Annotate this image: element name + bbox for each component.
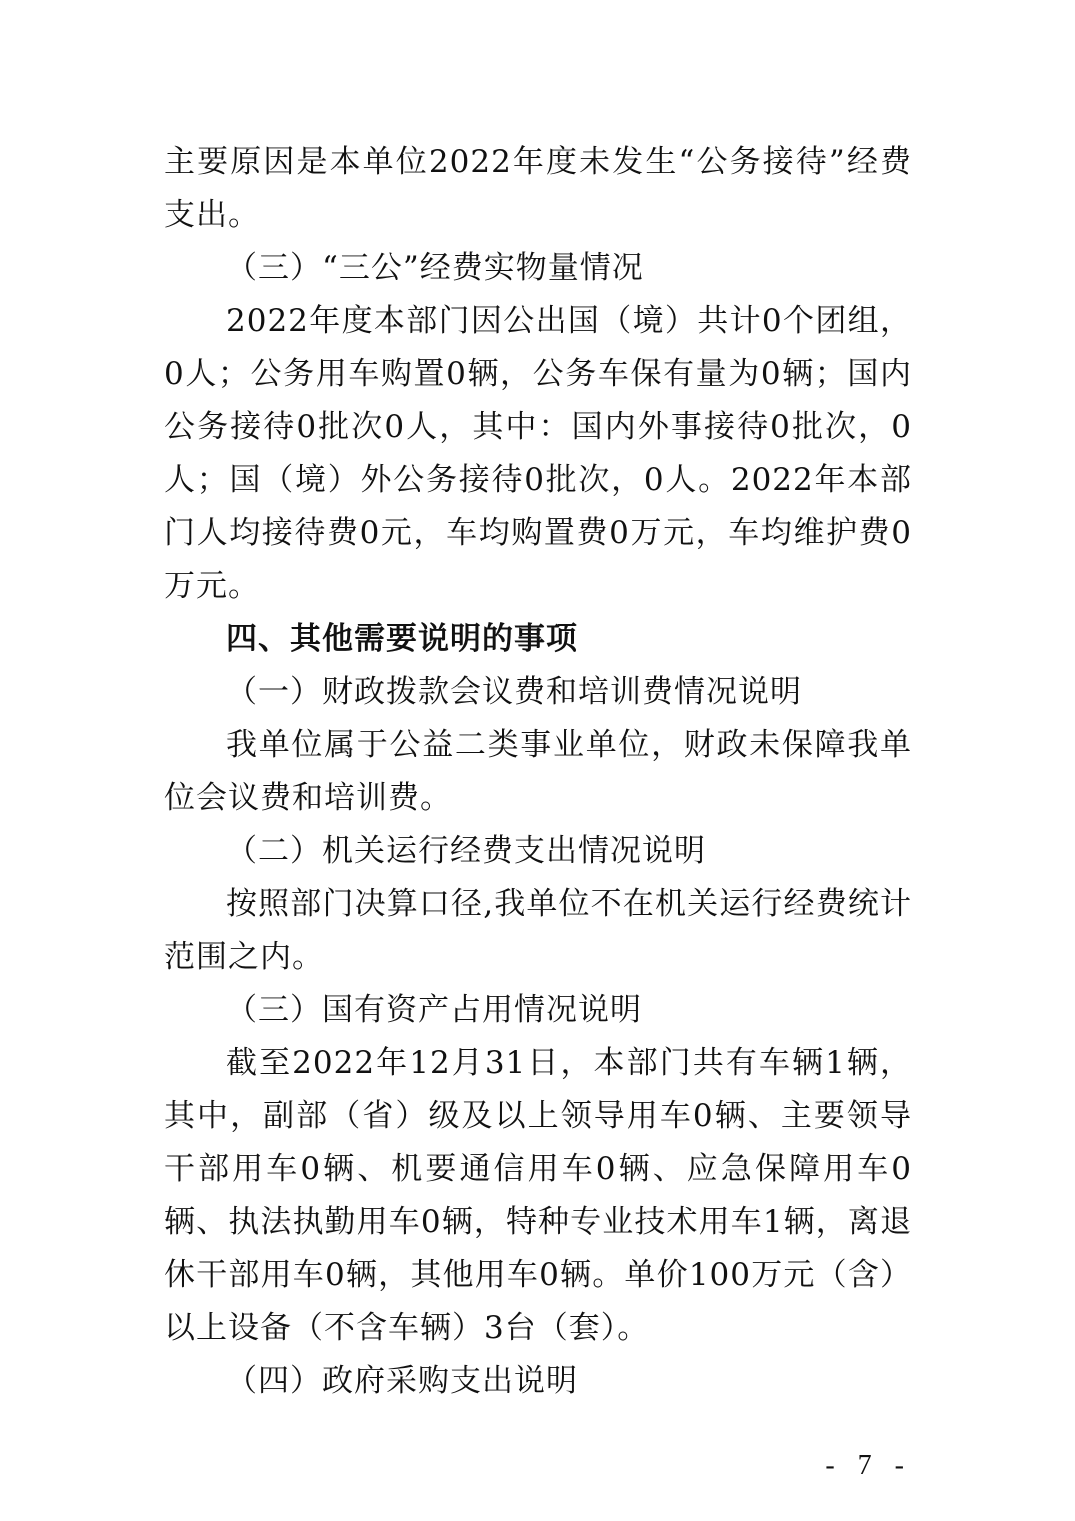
page-number: - 7 - [825,1450,912,1481]
paragraph-sangong-quantity-details: 2022年度本部门因公出国（境）共计0个团组，0人；公务用车购置0辆，公务车保有量为0辆；国内公务接待0批次0人，其中：国内外事接待0批次，0人；国（境）外公务接待0批次，0人。2022年本部门人均接待费0元，车均购置费0万元，车均维护费0万元。 [164,303,912,604]
subheading-government-procurement: （四）政府采购支出说明 [226,1363,578,1399]
paragraph-continued-reason: 主要原因是本单位2022年度未发生“公务接待”经费支出。 [164,144,912,233]
paragraph-meeting-training-fees: 我单位属于公益二类事业单位，财政未保障我单位会议费和培训费。 [164,727,912,816]
subheading-operating-expenses: （二）机关运行经费支出情况说明 [226,833,706,869]
subheading-sangong-physical-quantity: （三）“三公”经费实物量情况 [226,250,644,286]
paragraph-state-assets: 截至2022年12月31日，本部门共有车辆1辆，其中，副部（省）级及以上领导用车0辆、主要领导干部用车0辆、机要通信用车0辆、应急保障用车0辆、执法执勤用车0辆，特种专业技术用车1辆，离退休干部用车0辆，其他用车0辆。单价100万元（含）以上设备（不含车辆）3台（套）。 [164,1045,912,1346]
section-heading-other-matters: 四、其他需要说明的事项 [226,621,578,657]
subheading-state-assets: （三）国有资产占用情况说明 [226,992,642,1028]
paragraph-operating-expenses: 按照部门决算口径,我单位不在机关运行经费统计范围之内。 [164,886,912,975]
document-body [164,136,912,1408]
subheading-meeting-training-fees: （一）财政拨款会议费和培训费情况说明 [226,674,802,710]
